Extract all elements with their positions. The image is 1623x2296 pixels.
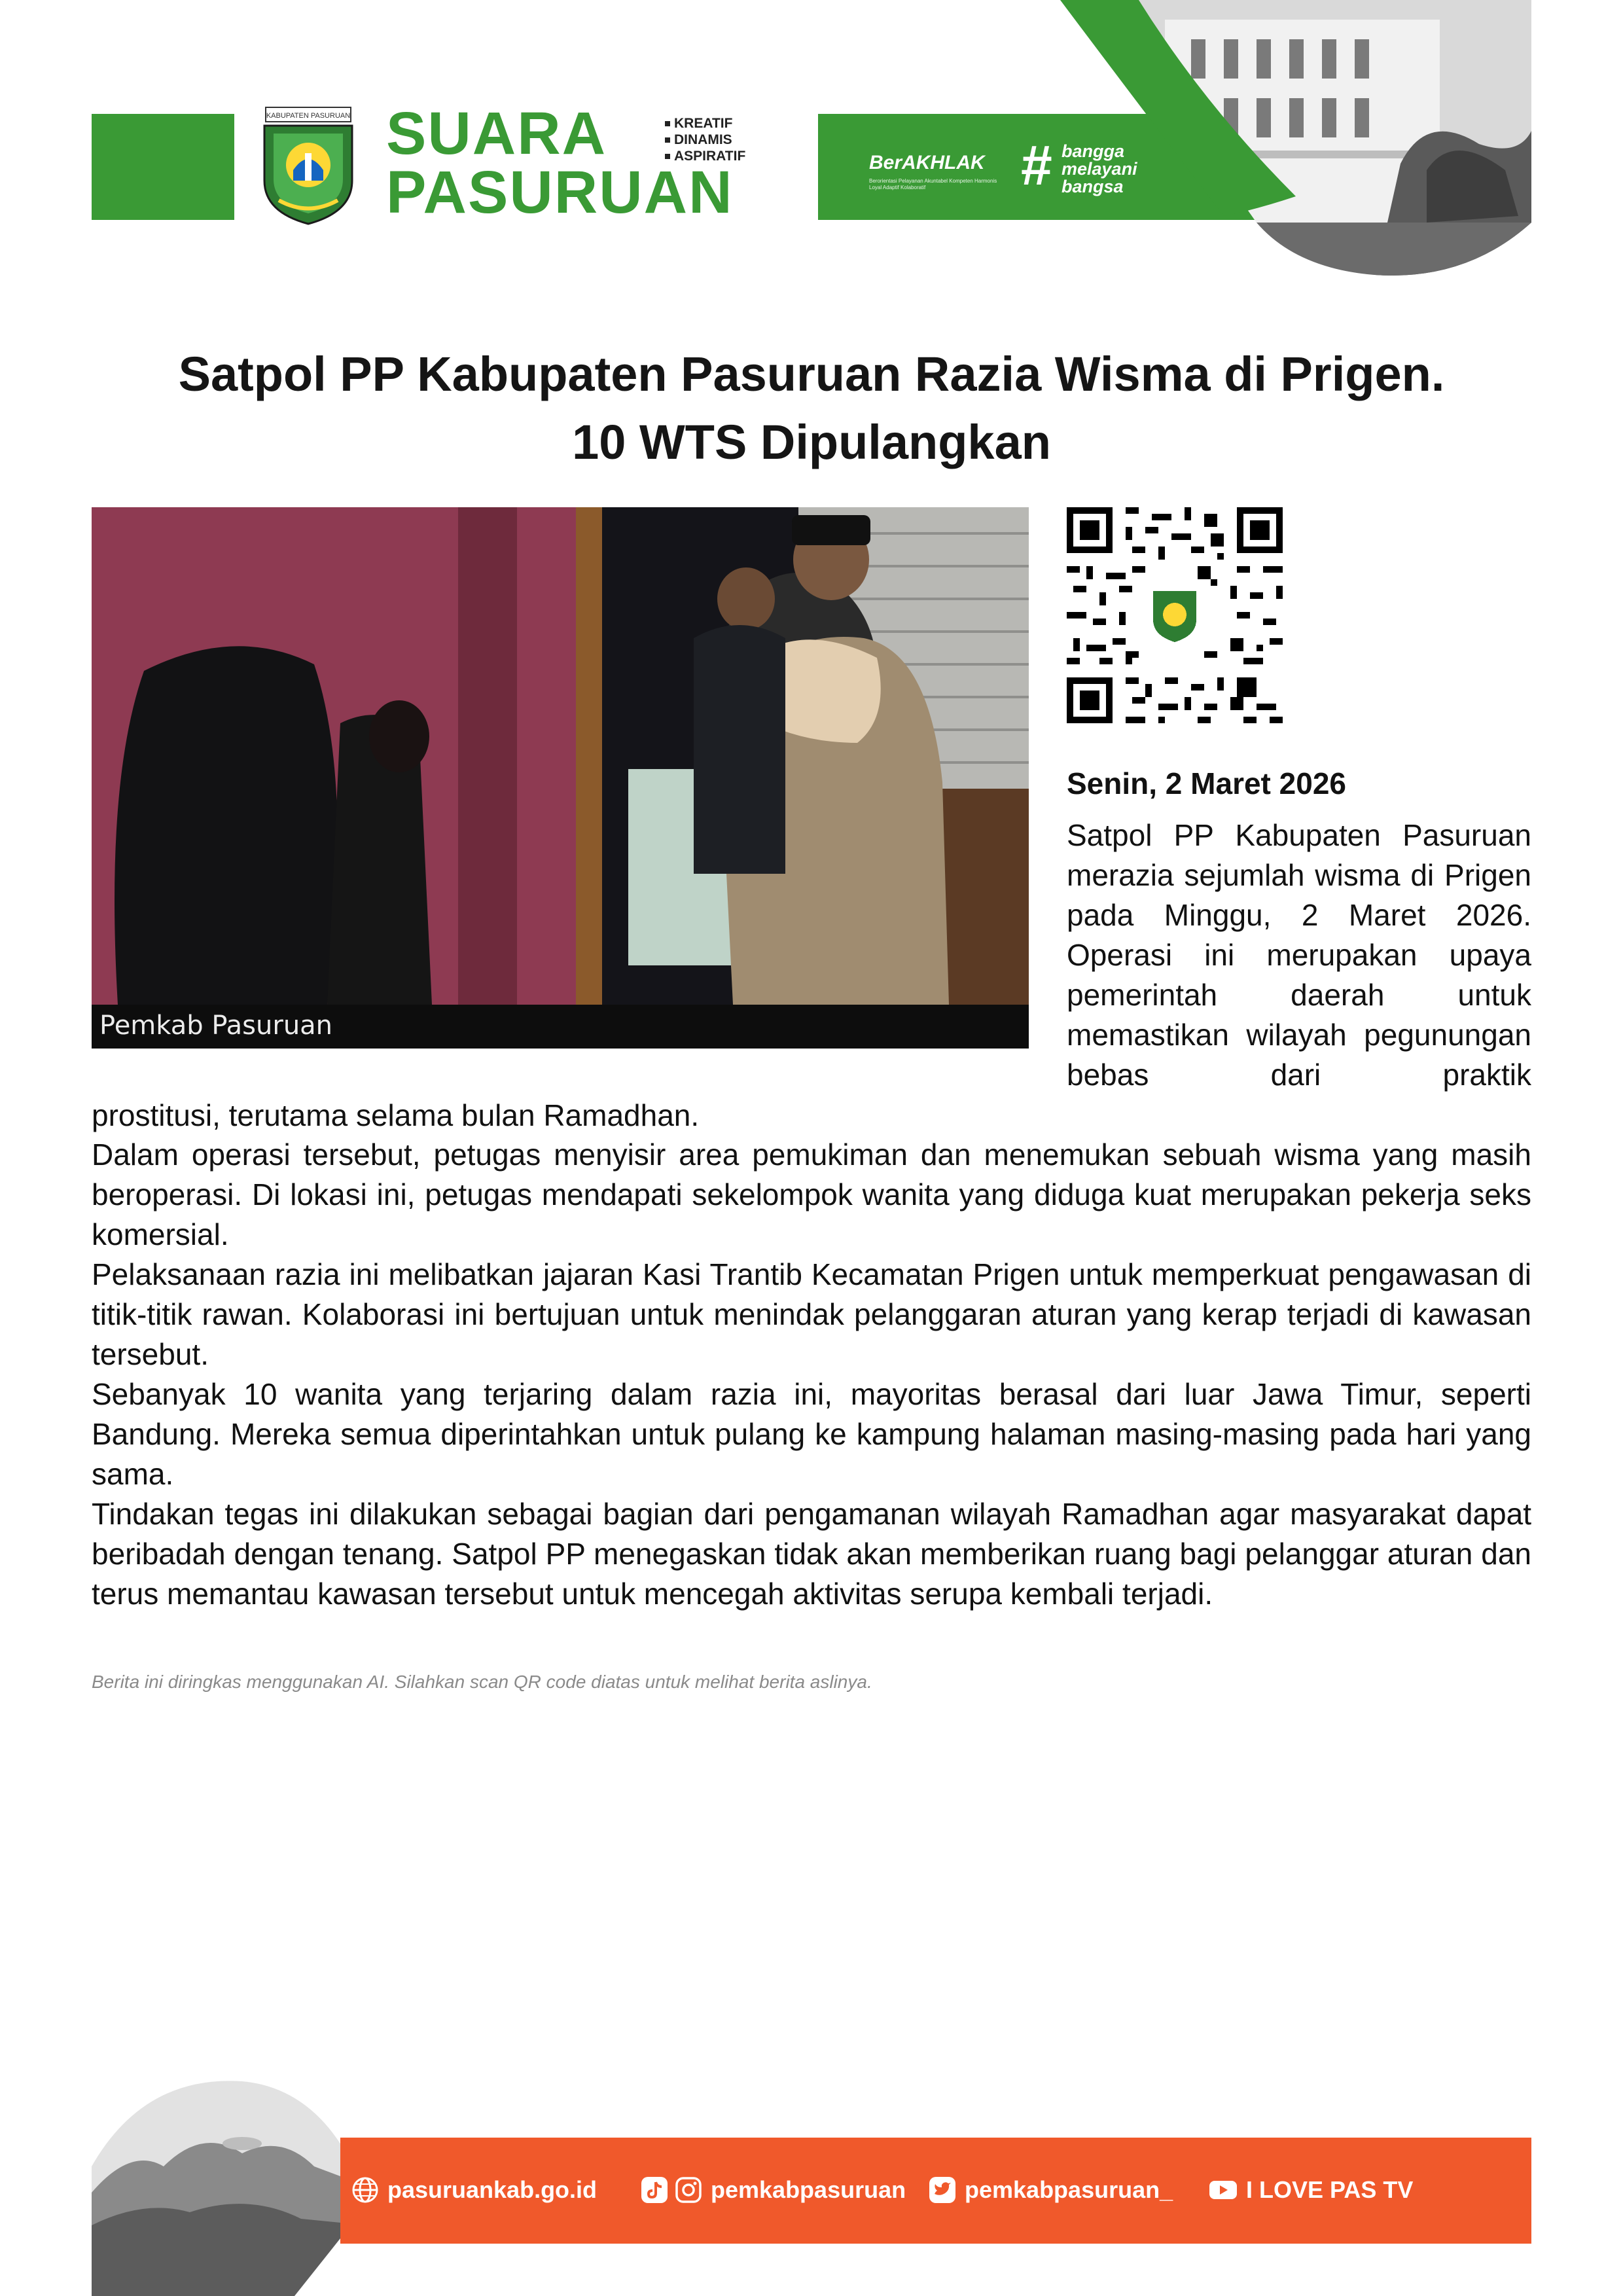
article-date: Senin, 2 Maret 2026 [1067, 766, 1346, 800]
tagline-dinamis: DINAMIS [665, 133, 732, 147]
article-paragraph-1-continued: prostitusi, terutama selama bulan Ramadhan. [92, 1098, 700, 1132]
footer-youtube[interactable] [1208, 2172, 1413, 2208]
footer-twitter-handle: pemkabpasuruan_ [965, 2176, 1173, 2203]
pasuruan-crest-logo [259, 102, 357, 226]
footer-social-handle: pemkabpasuruan [711, 2176, 906, 2203]
brand-title-line1: SUARA [386, 100, 607, 167]
article-photo [92, 507, 1029, 1049]
motto-line-2: melayani [1061, 159, 1137, 179]
motto-line-3: bangsa [1061, 177, 1124, 196]
article-title-line2: 10 WTS Dipulangkan [572, 415, 1051, 469]
article-title-line1: Satpol PP Kabupaten Pasuruan Razia Wisma di Prigen. [178, 347, 1445, 401]
motto-line-1: bangga [1061, 141, 1125, 161]
article-paragraph-1: Satpol PP Kabupaten Pasuruan merazia sejumlah wisma di Prigen pada Minggu, 2 Maret 2026. Operasi ini merupakan upaya pemerintah daerah untuk memastikan wilayah pegunungan bebas dari praktik [1067, 818, 1531, 1092]
footer-mountain-photo [92, 2075, 366, 2296]
footer-website-label: pasuruankab.go.id [387, 2176, 597, 2203]
brand-title-line2: PASURUAN [386, 159, 734, 226]
qr-code[interactable] [1067, 507, 1283, 723]
header-building-photo [1060, 0, 1531, 281]
globe-icon [351, 2176, 380, 2204]
article-paragraph-2: Dalam operasi tersebut, petugas menyisir area pemukiman dan menemukan sebuah wisma yang masih beroperasi. Di lokasi ini, petugas mendapati sekelompok wanita yang diduga kuat merupakan pekerja seks komersial. [92, 1138, 1531, 1251]
header-accent-block [92, 114, 234, 220]
hashtag-symbol: # [1021, 134, 1052, 197]
berakhlak-subtitle: Berorientasi Pelayanan Akuntabel Kompeten Harmonis Loyal Adaptif Kolaboratif [869, 178, 997, 190]
footer-twitter[interactable] [928, 2172, 1173, 2208]
svg-text:KABUPATEN PASURUAN: KABUPATEN PASURUAN [266, 112, 351, 120]
instagram-icon [674, 2176, 703, 2204]
footer-website[interactable] [351, 2172, 597, 2208]
berakhlak-logo: BerAKHLAK [869, 152, 985, 173]
twitter-icon [928, 2176, 957, 2204]
article-title [92, 340, 1531, 476]
footer-social-accounts[interactable] [640, 2172, 906, 2208]
photo-caption: Pemkab Pasuruan [99, 1011, 333, 1041]
youtube-icon [1208, 2177, 1238, 2203]
tagline-aspiratif: ASPIRATIF [665, 149, 745, 164]
article-paragraph-3: Pelaksanaan razia ini melibatkan jajaran Kasi Trantib Kecamatan Prigen untuk memperkuat pengawasan di titik-titik rawan. Kolaborasi ini bertujuan untuk menindak pelanggaran aturan yang kerap terjadi di kawasan tersebut. [92, 1257, 1531, 1371]
article-paragraph-5: Tindakan tegas ini dilakukan sebagai bagian dari pengamanan wilayah Ramadhan agar masyarakat dapat beribadah dengan tenang. Satpol PP menegaskan tidak akan memberikan ruang bagi pelanggar aturan dan terus memantau kawasan tersebut untuk mencegah aktivitas serupa kembali terjadi. [92, 1497, 1531, 1611]
footer-youtube-label: I LOVE PAS TV [1246, 2176, 1414, 2203]
tiktok-icon [640, 2176, 669, 2204]
article-paragraph-4: Sebanyak 10 wanita yang terjaring dalam razia ini, mayoritas berasal dari luar Jawa Timur, seperti Bandung. Mereka semua diperintahkan untuk pulang ke kampung halaman masing-masing pada hari yang sama. [92, 1377, 1531, 1491]
ai-disclaimer: Berita ini diringkas menggunakan AI. Silahkan scan QR code diatas untuk melihat berita aslinya. [92, 1672, 872, 1692]
tagline-kreatif: KREATIF [665, 117, 732, 131]
